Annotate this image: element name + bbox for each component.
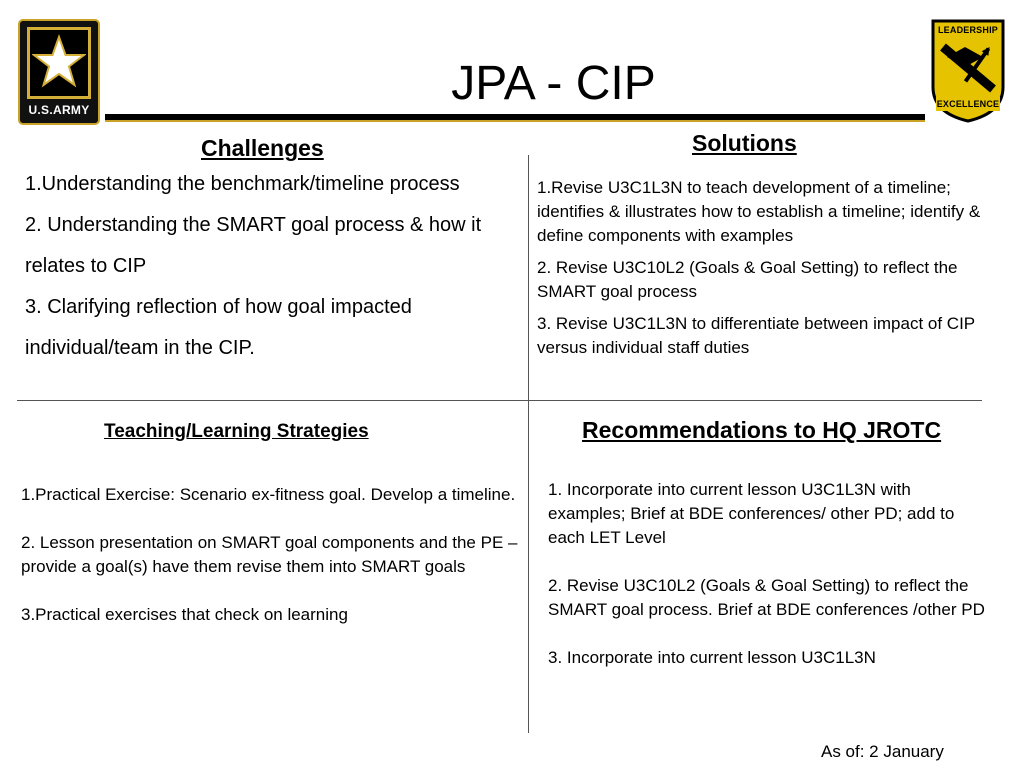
- solution-item: 3. Revise U3C1L3N to differentiate between impact of CIP versus individual staff duties: [537, 314, 975, 357]
- teaching-item: 2. Lesson presentation on SMART goal components and the PE – provide a goal(s) have them revise them into SMART goals: [21, 533, 518, 576]
- challenge-item: 2. Understanding the SMART goal process & how it relates to CIP: [25, 214, 482, 277]
- horizontal-divider: [17, 400, 982, 401]
- challenges-list: [25, 164, 520, 369]
- teaching-list: [21, 483, 521, 651]
- solutions-heading: Solutions: [692, 130, 797, 156]
- solution-item: 1.Revise U3C1L3N to teach development of a timeline; identifies & illustrates how to establish a timeline; identify & define components with examples: [537, 178, 981, 245]
- teaching-heading: Teaching/Learning Strategies: [104, 421, 369, 442]
- recommendation-item: 3. Incorporate into current lesson U3C1L3N: [548, 648, 876, 667]
- challenge-item: 3. Clarifying reflection of how goal impacted individual/team in the CIP.: [25, 296, 412, 359]
- recommendation-item: 1. Incorporate into current lesson U3C1L3N with examples; Brief at BDE conferences/ other PD; add to each LET Level: [548, 480, 955, 547]
- rotc-bottom-text: EXCELLENCE: [936, 99, 1000, 109]
- page-title: JPA - CIP: [451, 57, 656, 110]
- challenges-heading: Challenges: [201, 135, 324, 161]
- solution-item: 2. Revise U3C10L2 (Goals & Goal Setting) to reflect the SMART goal process: [537, 258, 958, 301]
- as-of-date: As of: 2 January: [821, 742, 944, 761]
- title-underline: [105, 114, 925, 122]
- challenge-item: 1.Understanding the benchmark/timeline process: [25, 173, 460, 195]
- rotc-top-text: LEADERSHIP: [937, 25, 998, 35]
- recommendations-list: [548, 478, 988, 694]
- solutions-list: [537, 176, 1021, 368]
- army-logo-text: U.S.ARMY: [28, 103, 90, 117]
- teaching-item: 3.Practical exercises that check on learning: [21, 605, 348, 624]
- vertical-divider: [528, 155, 529, 733]
- teaching-item: 1.Practical Exercise: Scenario ex-fitness goal. Develop a timeline.: [21, 485, 516, 504]
- recommendation-item: 2. Revise U3C10L2 (Goals & Goal Setting) to reflect the SMART goal process. Brief at BDE conferences /other PD: [548, 576, 985, 619]
- recommendations-heading: Recommendations to HQ JROTC: [582, 417, 942, 443]
